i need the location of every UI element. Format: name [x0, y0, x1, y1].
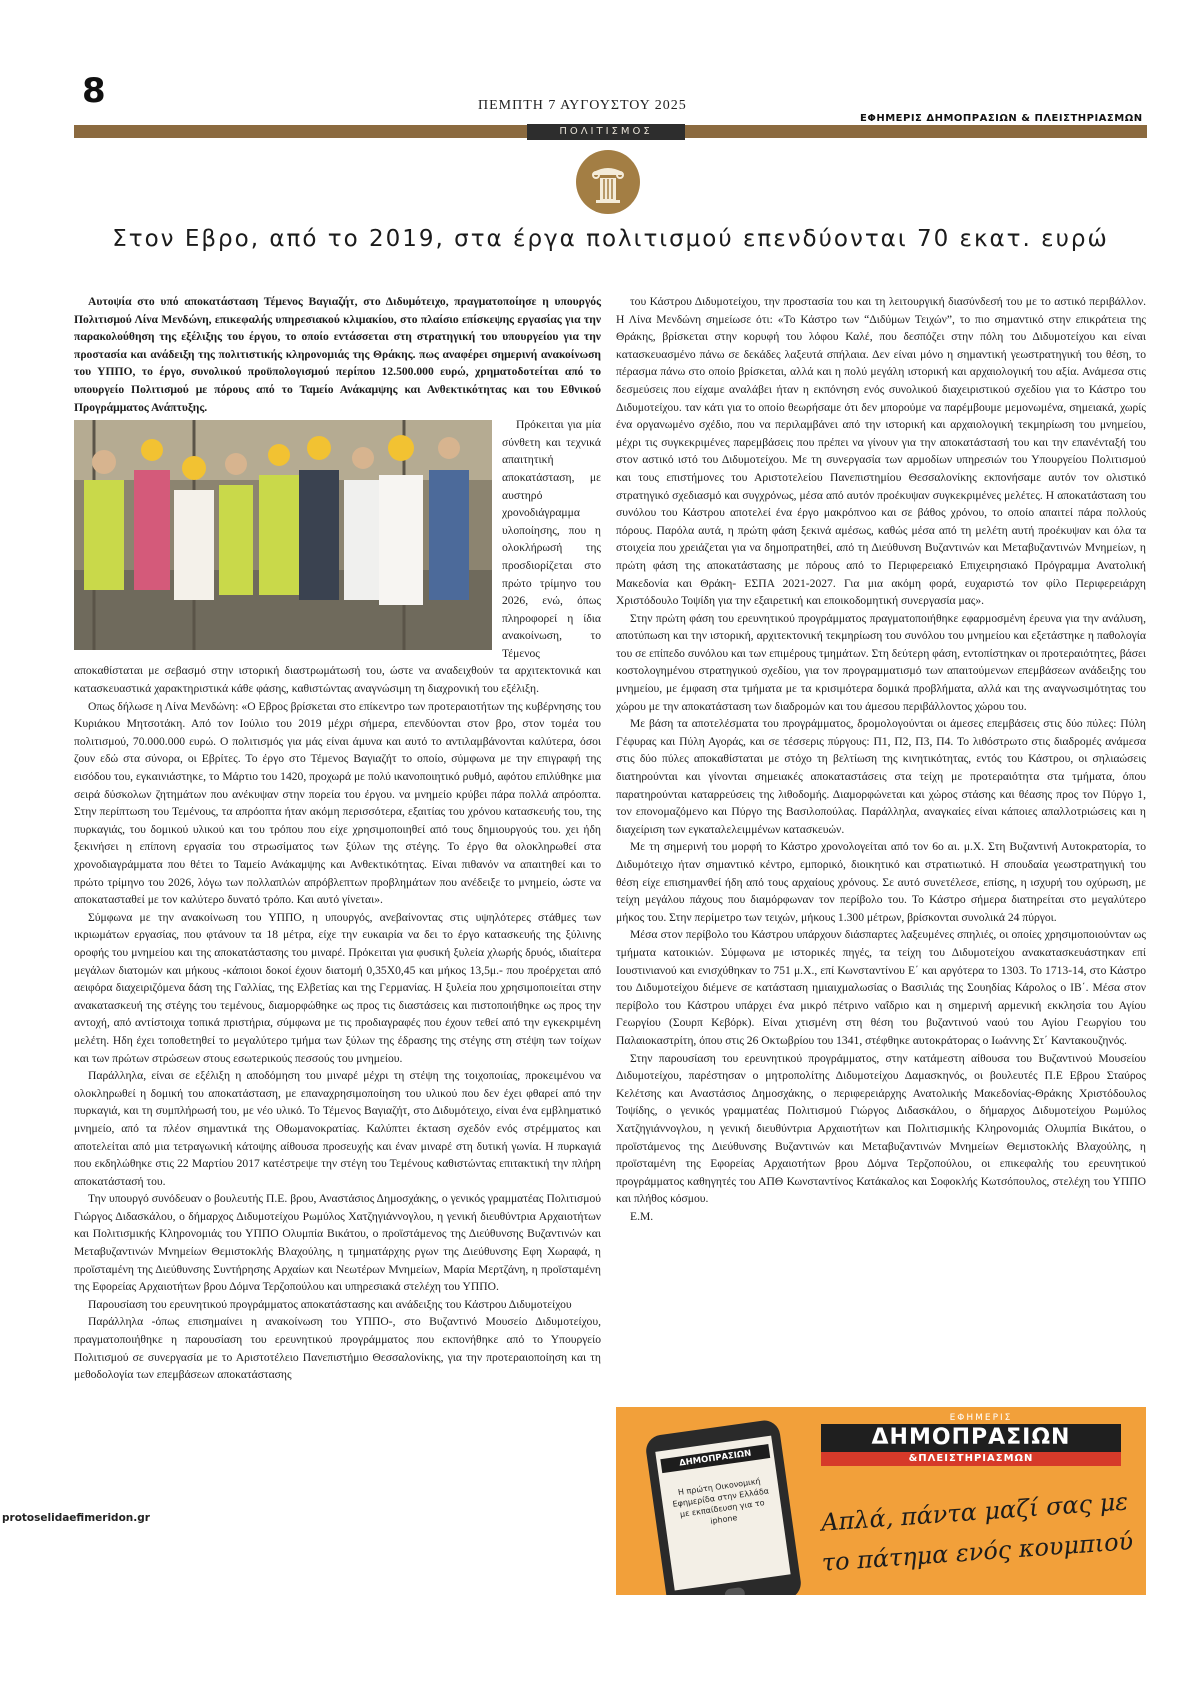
ad-logo-top: ΕΦΗΜΕΡΙΣ — [949, 1413, 1013, 1423]
article-headline: Στον Εβρο, από το 2019, στα έργα πολιτισμού επενδύονται 70 εκατ. ευρώ — [112, 226, 1109, 252]
article-paragraph: Οπως δήλωσε η Λίνα Μενδώνη: «Ο Εβρος βρίσκεται στο επίκεντρο των προτεραιοτήτων της κυβέρνησης του Κυριάκου Μητσοτάκη. Από τον Ιούλιο του 2019 μέχρι σήμερα, επενδύονται στον βρο, στον τομέα του πολιτισμού, 70.000.000 ευρώ. Ο πολιτισμός για μάς είναι άμυνα και αυτό το αντιλαμβάνονται καλύτερα, όσοι ζουν εδώ στα σύνορα, οι Εβρίτες. Το έργο στο Τέμενος Βαγιαζήτ το οποίο, σύμφωνα με την επιγραφή της εισόδου του, εγκαινιάστηκε, το Μάρτιο του 1420, προχωρά με πολύ ικανοποιητικό ρυθμό, αφότου επιλύθηκε μια σειρά δύσκολων ζητημάτων που ανέκυψαν στην πορεία του έργου. να μνημείο κρύβει πάρα πολλά απρόοπτα. Στην περίπτωση του Τεμένους, τα απρόοπτα ήταν ακόμη περισσότερα, εξαιτίας του χρόνου κατασκευής του, της πυρκαγιάς, του δομικού υλικού και του τρόπου που είχε χρησιμοποιηθεί από τους δημιουργούς του. χει ήδη ξεκινήσει η επίπονη εργασία του στρωσίματος των ξύλων της στέγης. Το έργο θα ολοκληρωθεί στα χρονοδιαγράμματα που θέτει το Ταμείο Ανάκαμψης και Ανθεκτικότητας. Είναι πιθανόν να απαιτηθεί και το πρώτο τρίμηνο του 2026, λόγω των πολλαπλών απρόβλεπτων προβλημάτων που ανέδειξε το μνημείο, ώστε να αποκατασταθεί με τον καλύτερο δυνατό τρόπο. Και αυτό γίνεται». — [74, 699, 601, 907]
article-paragraph: του Κάστρου Διδυμοτείχου, την προστασία του και τη λειτουργική διασύνδεσή του με το αστικό περιβάλλον. Η Λίνα Μενδώνη σημείωσε ότι: «Το Κάστρο των “Διδύμων Τειχών”, το πιο σημαντικό στην επικράτεια της Θράκης, βρίσκεται στην κορυφή του λόφου Καλέ, που δεσπόζει στην πόλη του Διδυμοτείχου και είναι κατασκευασμένο πάνω σε δεκάδες λαξευτά σπήλαια. Δεν είναι μόνο η σημαντική γεωστρατηγική του θέση, το πέρασμα πάνω στο οποίο βρίσκεται, αλλά και η πολύ μεγάλη ιστορική και αρχαιολογική του αξία. Ανάμεσα στις δεσμεύσεις που είχαμε αναλάβει ήταν η εκπόνηση ενός συνολικού διαχειριστικού σχεδίου για το Κάστρο του Διδυμοτείχου. ταν κάτι για το οποίο θεωρήσαμε ότι δεν μπορούμε να παρέμβουμε μεμονωμένα, σημειακά, χωρίς ένα οργανωμένο σχέδιο, που να περιλαμβάνει από την ιστορική και αρχαιολογική τεκμηρίωση του μνημείου, μέχρι τις συγκεκριμένες παρεμβάσεις που πρέπει να γίνουν για την αποκατάστασή του και την επανένταξή του στον αστικό ιστό του Διδυμοτείχου. Με τη συνεργασία των αρμοδίων υπηρεσιών του Υπουργείου Πολιτισμού και τους επιστήμονες του Αριστοτελείου Πανεπιστημίου Θεσσαλονίκης εκπονήσαμε αυτόν τον ολιστικό στρατηγικό σχεδιασμό και συγχρόνως, μέσα από αυτόν προέκυψαν συγκεκριμένες μελέτες. Η αποκατάσταση του συνόλου του Κάστρου αποτελεί ένα έργο μακρόπνοο και σε βάθος χρόνου, το οποίο απαιτεί πάρα πολλούς πόρους. Παρόλα αυτά, η πρώτη φάση ξεκινά αμέσως, καθώς μέσα από τη μελέτη αυτή προέκυψαν και όλα τα στοιχεία που χρειάζεται για να δημοπρατηθεί, από τη Διεύθυνση Βυζαντινών και Μεταβυζαντινών Μνημείων, η πρώτη φάση της αποκατάστασης με πόρους από το Περιφερειακό Επιχειρησιακό Πρόγραμμα Ανατολική Μακεδονία και Θράκη- ΕΣΠΑ 2021-2027. Για μια ακόμη φορά, ευχαριστώ τον φίλο Περιφερειάρχη Χριστόδουλο Τοψίδη για την εξαιρετική και εποικοδομητική συνεργασία μας». — [616, 295, 1146, 608]
phone-text: Η πρώτη Οικονομική Εφημερίδα στην Ελλάδα με εκπαίδευση για το iphone — [672, 1476, 770, 1526]
article-lead: Αυτοψία στο υπό αποκατάσταση Τέμενος Βαγιαζήτ, στο Διδυμότειχο, πραγματοποίησε η υπουργός Πολιτισμού Λίνα Μενδώνη, επικεφαλής υπηρεσιακού κλιμακίου, στο πλαίσιο επίσκεψης εργασίας για την παρακολούθηση της εξέλιξης του έργου, το οποίο εντάσσεται στη στρατηγική του υπουργείου για την προστασία και ανάδειξη της πολιτιστικής κληρονομιάς της Θράκης. πως αναφέρει σημερινή ανακοίνωση του ΥΠΠΟ, το έργο, συνολικού προϋπολογισμού περίπου 12.500.000 ευρώ, χρηματοδοτείται από το υπουργείο Πολιτισμού με πόρους από το Ταμείο Ανάκαμψης και Ανθεκτικότητας και του Εθνικού Προγράμματος Ανάπτυξης. — [74, 295, 601, 414]
issue-date: ΠΕΜΠΤΗ 7 ΑΥΓΟΥΣΤΟΥ 2025 — [478, 98, 687, 113]
article-paragraph: Σύμφωνα με την ανακοίνωση του ΥΠΠΟ, η υπουργός, ανεβαίνοντας στις υψηλότερες στάθμες των ικριωμάτων εργασίας, που φτάνουν τα 18 μέτρα, είχε την ευκαιρία να δει το έργο κατασκευής της ξύλινης οροφής του μνημείου και της αποκατάστασης του μιναρέ. Πρόκειται για φυσική ξυλεία χλωρής δρυός, ιδιαίτερα μεγάλων διατομών και μήκους -κάποιοι δοκοί έχουν διατομή 0,35Χ0,45 και μήκος 13,5μ.- που προέρχεται από αειφόρα διαχειριζόμενα δάση της Γαλλίας, της Ελβετίας και της Γερμανίας. Η ξυλεία που χρησιμοποιείται στην ανακατασκευή της στέγης του τεμένους, διαμορφώθηκε ως προς τις διαστάσεις και πιστοποιήθηκε ως προς την αντοχή, από αντίστοιχα τοπικά πριστήρια, σύμφωνα με τις προδιαγραφές που έχουν τεθεί από την εγκεκριμένη μελέτη. Ηδη έχει τοποθετηθεί το μεγαλύτερο τμήμα των ξύλων της έδρασης της στέγης στη στέψη των τοίχων και των πρώτων στρώσεων στους εσωτερικούς πεσσούς του μνημείου. — [74, 910, 601, 1065]
article-paragraph: Με τη σημερινή του μορφή το Κάστρο χρονολογείται από τον 6ο αι. μ.Χ. Στη Βυζαντινή Αυτοκρατορία, το Διδυμότειχο ήταν σημαντικό κέντρο, εμπορικό, διοικητικό και στρατιωτικό. Η σπουδαία γεωστρατηγική του θέση είχε επισημανθεί ήδη από τους αρχαίους χρόνους. Σε αυτό συνετέλεσε, επίσης, η ισχυρή του οχύρωση, με τείχη μεγάλου πάχους που διαμόρφωναν τον περίβολο του. Το Κάστρο σήμερα διατηρείται στο μεγαλύτερο μήκος του. Στην περίμετρο των τειχών, μήκους 1.300 μέτρων, βρίσκονται συνολικά 24 πύργοι. — [616, 840, 1146, 924]
ionic-column-icon — [576, 150, 640, 214]
phone-logo: ΔΗΜΟΠΡΑΣΙΩΝ — [660, 1444, 770, 1473]
advertisement-banner[interactable] — [616, 1407, 1146, 1595]
article-paragraph: Παράλληλα, είναι σε εξέλιξη η αποδόμηση του μιναρέ μέχρι τη στέψη της τοιχοποιίας, προκειμένου να ολοκληρωθεί η δομική του αποκατάσταση, με επαναχρησιμοποίηση του υλικού που δεν έχει φθαρεί από την πυρκαγιά, και τη συμπλήρωσή του, με νέο υλικό. Το Τέμενος Βαγιαζήτ, στο Διδυμότειχο, είναι ένα εμβληματικό μνημείο, από τα πλέον σημαντικά της Οθωμανοκρατίας. Καλύπτει έκταση σχεδόν ενός στρέμματος και αποτελείται από μια τετραγωνική κάτοψης αίθουσα προσευχής και έναν μιναρέ στη δυτική γωνία. Η πυρκαγιά που εκδηλώθηκε στις 22 Μαρτίου 2017 κατέστρεψε την στέγη του Τεμένους καθιστώντας επιτακτική την πλήρη αποκατάστασή του. — [74, 1069, 601, 1188]
article-paragraph: Στην πρώτη φάση του ερευνητικού προγράμματος πραγματοποιήθηκε εφαρμοσμένη έρευνα για την ανάλυση, αποτύπωση και την ιστορική, αρχιτεκτονική τεκμηρίωση του συνόλου του μνημείου και εξετάστηκε η παθολογία του σε επίπεδο συνόλου και των επιμέρους τμημάτων. Στη δεύτερη φάση, εντοπίστηκαν οι προτεραιότητες, βάσει κοστολογημένου στρατηγικού σχεδίου, για τον προγραμματισμό των απαιτούμενων επεμβάσεων ανάδειξης του μνημείου, με έμφαση στα τμήματα με τα κρισιμότερα δομικά προβλήματα, αλλά και της αναγνωσιμότητας του χώρου με την αποκατάσταση των διαδρομών και του άμεσου περιβάλλοντος χώρου του. — [616, 611, 1146, 713]
article-photo — [74, 420, 492, 650]
article-subheading: Παρουσίαση του ερευνητικού προγράμματος αποκατάστασης και ανάδειξης του Κάστρου Διδυμοτείχου — [88, 1297, 572, 1311]
article-paragraph: Στην παρουσίαση του ερευνητικού προγράμματος, στην κατάμεστη αίθουσα του Βυζαντινού Μουσείου Διδυμοτείχου, παρέστησαν ο μητροπολίτης Διδυμοτείχου Δαμασκηνός, οι βουλευτές Π.Ε Εβρου Σταύρος Κελέτσης και Αναστάσιος Δημοσχάκης, ο περιφερειάρχης Ανατολικής Μακεδονίας-Θράκης Χριστόδουλος Τοψίδης, ο γενικός γραμματέας Πολιτισμού Γιώργος Διδασκάλου, ο δήμαρχος Διδυμοτείχου Ρωμύλος Χατζηγιάννογλου, η γενική διευθύντρια Αρχαιοτήτων και Πολιτισμικής Κληρονομιάς Ολυμπία Βικάτου, ο προϊστάμενος της Διεύθυνσης Βυζαντινών και Μεταβυζαντινών Μνημείων Θεμιστοκλής Βλαχούλης, η προϊσταμένη της Εφορείας Αρχαιοτήτων βρου Δόμνα Τερζοπούλου, οι επικεφαλής του ερευνητικού προγράμματος καθηγητές του ΑΠΘ Κωνσταντίνος Κατάκαλος και Σοφοκλής Κωτσόπουλος, στελέχη του ΥΠΠΟ και πλήθος κόσμου. — [616, 1051, 1146, 1206]
article-paragraph: Παράλληλα -όπως επισημαίνει η ανακοίνωση του ΥΠΠΟ-, στο Βυζαντινό Μουσείο Διδυμοτείχου, πραγματοποιήθηκε η παρουσίαση του ερευνητικού προγράμματος που εκπονήθηκε από το Υπουργείο Πολιτισμού σε συνεργασία με το Αριστοτέλειο Πανεπιστήμιο Θεσσαλονίκης, για την προτεραιοποίηση και τη μεθοδολογία των επεμβάσεων αποκατάστασης — [74, 1315, 601, 1382]
article-signature: Ε.Μ. — [630, 1209, 654, 1223]
source-watermark: protoselidaefimeridon.gr — [0, 1508, 157, 1528]
article-paragraph: Πρόκειται για μία σύνθετη και τεχνικά απαιτητική αποκατάσταση, με αυστηρό χρονοδιάγραμμα υλοποίησης, που η ολοκλήρωσή της προσδιορίζεται στο πρώτο τρίμηνο του 2026, ενώ, όπως πληροφορεί η ίδια ανακοίνωση, το Τέμενος αποκαθίσταται με σεβασμό στην ιστορική διαστρωμάτωσή του, ώστε να αναδειχθούν τα αρχιτεκτονικά και κατασκευαστικά χαρακτηριστικά κάθε φάσης, καθιστώντας αναγνώσιμη τη διαχρονική του εξέλιξη. — [74, 418, 601, 696]
article-paragraph: Την υπουργό συνόδευαν ο βουλευτής Π.Ε. βρου, Αναστάσιος Δημοσχάκης, ο γενικός γραμματέας Πολιτισμού Γιώργος Διδασκάλου, ο δήμαρχος Διδυμοτείχου Ρωμύλος Χατζηγιάννογλου, η γενική διευθύντρια Αρχαιοτήτων και Πολιτισμικής Κληρονομιάς του ΥΠΠΟ Ολυμπία Βικάτου, ο προϊστάμενος της Διεύθυνσης Βυζαντινών και Μεταβυζαντινών Μνημείων Θεμιστοκλής Βλαχούλης, η τμηματάρχης ργων της Διεύθυνσης Εφη Χωραφά, η προϊσταμένη της Διεύθυνσης Συντήρησης Αρχαίων και Νεωτέρων Μνημείων, Μαρία Μερτζάνη, η προϊσταμένη της Εφορείας Αρχαιοτήτων βρου Δόμνα Τερζοπούλου και υπηρεσιακά στελέχη του ΥΠΠΟ. — [74, 1192, 601, 1294]
ad-slogan: Απλά, πάντα μαζί σας με το πάτημα ενός κουμπιού — [820, 1487, 1134, 1577]
masthead-mini: ΕΦΗΜΕΡΙΣ ΔΗΜΟΠΡΑΣΙΩΝ & ΠΛΕΙΣΤΗΡΙΑΣΜΩΝ — [860, 113, 1143, 124]
article-paragraph: Μέσα στον περίβολο του Κάστρου υπάρχουν διάσπαρτες λαξευμένες σπηλιές, οι οποίες χρησιμοποιούνταν ως τμήματα κατοικιών. Σύμφωνα με ιστορικές πηγές, τα τείχη του Διδυμοτείχου ανακατασκευάστηκαν επί Ιουστινιανού και ενισχύθηκαν το 751 μ.Χ., επί Κωνσταντίνου Ε΄ και αργότερα το 1303. Το 1713-14, στο Κάστρο του Διδυμοτείχου διέμενε σε κατάσταση ημιαιχμαλωσίας ο Βασιλιάς της Σουηδίας Κάρολος ο ΙΒ΄. Μέσα στον περίβολο του Κάστρου υπάρχει ένα μικρό πέτρινο ναΐδριο και η σημερινή αρμενική εκκλησία του Αγίου Γεωργίου (Σουρπ Κεβόρκ). Είναι χτισμένη στη θέση του βυζαντινού ναού του Αγίου Γεωργίου του Παλαιοκαστρίτη, όπου στις 26 Οκτωβρίου του 1341, στέφθηκε αυτοκράτορας ο Ιωάννης Στ΄ Καντακουζηνός. — [616, 928, 1146, 1047]
section-tag: ΠΟΛΙΤΙΣΜΟΣ — [527, 124, 685, 140]
page-number: 8 — [82, 71, 106, 111]
ad-logo-subtitle: &ΠΛΕΙΣΤΗΡΙΑΣΜΩΝ — [821, 1452, 1121, 1466]
smartphone-illustration — [644, 1418, 803, 1595]
ad-logo: ΔΗΜΟΠΡΑΣΙΩΝ — [821, 1424, 1121, 1452]
article-paragraph: Με βάση τα αποτελέσματα του προγράμματος, δρομολογούνται οι άμεσες επεμβάσεις στις δύο πύλες: Πύλη Γέφυρας και Πύλη Αγοράς, και σε τέσσερις πύργους: Π1, Π2, Π3, Π4. Το λιθόστρωτο στις διαδρομές ανάμεσα στις δύο πύλες αποκαθίσταται με στόχο τη βελτίωση της κινητικότητας, εντός του Κάστρου, οι σηλιαώσεις διατηρούνται και γίνονται σημειακές αποκαταστάσεις στα τείχη με προτεραιότητα στα τμήματα, όπου παρατηρούνται καταρρεύσεις της λιθοδομής. Διαμορφώνεται και χώρος στάσης και θέασης προς τον Πύργο 1, τον επονομαζόμενο και Πύργο της Βασιλοπούλας. Παράλληλα, αναγκαίες είναι κάποιες απαλλοτριώσεις και η διαχείριση των εγκαταλελειμμένων κατασκευών. — [616, 717, 1146, 836]
article-column-right — [616, 293, 1146, 1225]
article-column-left — [74, 293, 601, 1384]
phone-screen — [655, 1436, 790, 1591]
